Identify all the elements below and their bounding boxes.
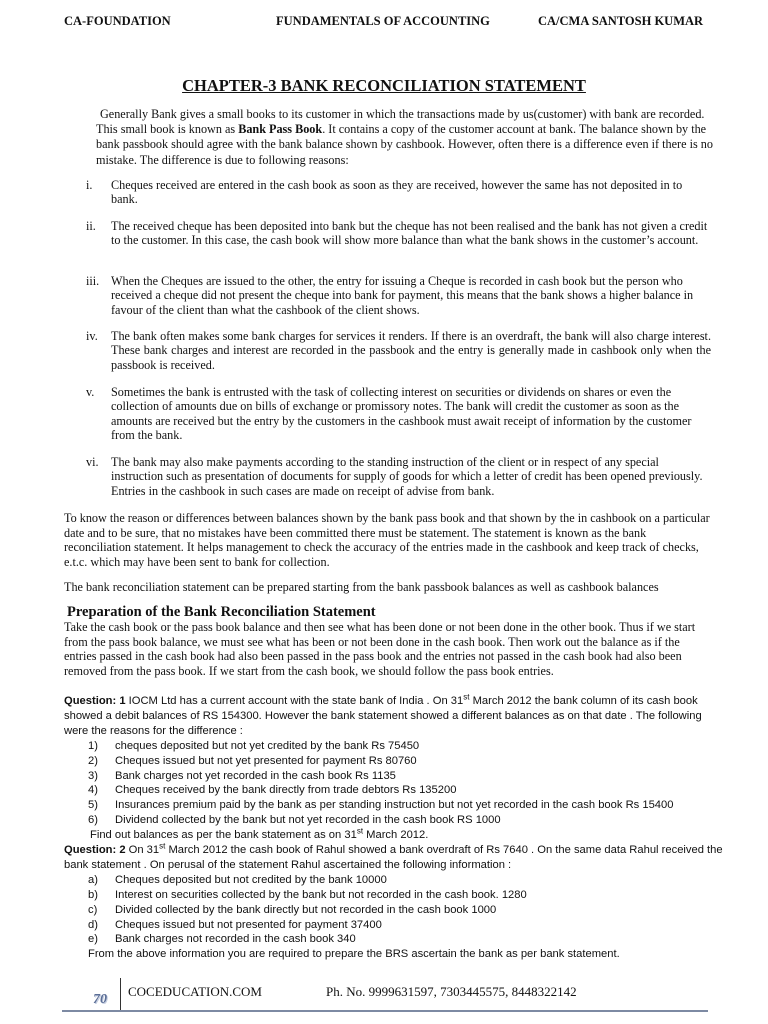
intro-bold-term: Bank Pass Book xyxy=(238,122,323,137)
question-1-text-a: IOCM Ltd has a current account with the state bank of India . On 31 xyxy=(125,695,464,707)
page-number: 70 xyxy=(93,992,107,1007)
list-number: 1) xyxy=(88,739,98,752)
header-course: CA-FOUNDATION xyxy=(64,14,171,28)
page-footer xyxy=(0,978,768,1024)
list-number: e) xyxy=(88,933,98,946)
question-1-text xyxy=(64,694,724,739)
chapter-title: CHAPTER-3 BANK RECONCILIATION STATEMENT xyxy=(182,76,586,95)
footer-rule xyxy=(62,1010,708,1012)
question-2-text-b: March 2012 the cash book of Rahul showed a bank overdraft of Rs 7640 . On the same data Rahul received the bank statement . On perusal of the statement Rahul ascertained the following information : xyxy=(64,844,723,871)
question-2-text-a: On 31 xyxy=(125,844,160,856)
preparation-note: The bank reconciliation statement can be prepared starting from the bank passbook balances as well as cashbook balances xyxy=(64,580,659,594)
footer-website: COCEDUCATION.COM xyxy=(128,984,262,999)
list-item xyxy=(64,873,724,888)
question-1-text-b: March 2012 the bank column of its cash book showed a debit balances of RS 154300. However the bank statement showed a different balances as on that date . The following were the reasons for the difference : xyxy=(64,695,702,737)
list-number: 2) xyxy=(88,754,98,767)
list-item xyxy=(64,813,724,828)
question-1-label: Question: 1 xyxy=(64,695,126,707)
reason-number: iv. xyxy=(86,329,98,343)
list-item xyxy=(64,754,724,769)
list-number: 4) xyxy=(88,784,98,797)
question-1-tail-a: Find out balances as per the bank statement as on 31 xyxy=(90,829,357,842)
list-text: Cheques issued but not yet presented for payment Rs 80760 xyxy=(115,754,417,767)
reason-text: The bank often makes some bank charges for services it renders. If there is an overdraft, the bank will also charge interest. These bank charges and interest are recorded in the passbook and the entry is generally made in cashbook only when the passbook is received. xyxy=(111,329,711,372)
question-1-sup: st xyxy=(463,692,470,702)
list-number: a) xyxy=(88,873,98,886)
list-text: Bank charges not recorded in the cash book 340 xyxy=(115,933,356,946)
list-text: Cheques issued but not presented for payment 37400 xyxy=(115,918,382,931)
question-1-tail-sup: st xyxy=(356,826,364,836)
definition-paragraph: To know the reason or differences between balances shown by the bank pass book and that shown by the in cashbook on a particular date and to be sure, that no mistakes have been committed there must be statement. The statement is known as the bank reconciliation statement. It helps management to check the accuracy of the entries made in the cashbook and keep track of checks, e.t.c. which may have been sent to bank for collection. xyxy=(64,511,710,569)
list-item xyxy=(64,769,724,784)
question-1 xyxy=(64,694,724,843)
page-header xyxy=(0,14,768,32)
intro-paragraph xyxy=(96,107,716,168)
list-item xyxy=(64,932,724,947)
list-number: 5) xyxy=(88,799,98,812)
list-text: Bank charges not yet recorded in the cash book Rs 1135 xyxy=(115,769,396,782)
list-number: 3) xyxy=(88,769,98,782)
list-item xyxy=(64,739,724,754)
reason-text: The received cheque has been deposited into bank but the cheque has not been realised and the bank has not given a credit to the customer. In this case, the cash book will show more balance than what the bank shows in the customer’s account. xyxy=(111,219,708,248)
question-2-text xyxy=(64,843,724,873)
reason-text: When the Cheques are issued to the other, the entry for issuing a Cheque is recorded in cash book but the person who received a cheque did not present the cheque into bank for payment, this means that the bank shows a higher balance in favour of the client than what the cashbook of the client shows. xyxy=(111,274,694,317)
list-text: Interest on securities collected by the bank but not recorded in the cash book. 1280 xyxy=(115,888,527,901)
list-item xyxy=(64,783,724,798)
intro-text-2: . It contains a copy of the customer account at bank. The balance shown by the bank passbook should agree with the bank balance shown by cashbook. However, often there is a difference even if there is no mistake. The difference is due to following reasons: xyxy=(96,122,713,167)
reason-number: i. xyxy=(86,178,93,192)
list-number: b) xyxy=(88,888,98,901)
list-item xyxy=(64,903,724,918)
list-text: Cheques deposited but not credited by the bank 10000 xyxy=(115,873,387,886)
question-2-instruction: From the above information you are required to prepare the BRS ascertain the bank as per bank statement. xyxy=(88,948,620,961)
list-text: Insurances premium paid by the bank as per standing instruction but not yet recorded in the cash book Rs 15400 xyxy=(115,799,674,812)
list-item xyxy=(64,888,724,903)
list-number: 6) xyxy=(88,814,98,827)
list-text: cheques deposited but not yet credited by the bank Rs 75450 xyxy=(115,739,420,752)
question-1-tail-b: March 2012. xyxy=(363,829,429,842)
list-number: d) xyxy=(88,918,98,931)
reason-text: Sometimes the bank is entrusted with the task of collecting interest on securities or dividends on shares or even the collection of amounts due on bills of exchange or promissory notes. The bank will credit the customer as soon as the amounts are received but the entry by the customers in the cashbook must await receipt of information by the customer from the bank. xyxy=(111,385,692,443)
list-item xyxy=(64,918,724,933)
footer-divider xyxy=(120,978,121,1012)
list-text: Cheques received by the bank directly from trade debtors Rs 135200 xyxy=(115,784,457,797)
intro-text-1: Generally Bank gives a small books to its customer in which the transactions made by us(customer) with bank are recorded. This small book is known as xyxy=(96,107,705,137)
reason-number: ii. xyxy=(86,219,96,233)
header-author: CA/CMA SANTOSH KUMAR xyxy=(538,14,704,28)
reason-text: The bank may also make payments according to the standing instruction of the client or in respect of any special instruction such as presentation of documents for supply of goods for which a letter of credit has been opened previously. Entries in the cashbook in such cases are made on receipt of advise from bank. xyxy=(111,455,703,498)
reason-text: Cheques received are entered in the cash book as soon as they are received, however the same has not deposited in to bank. xyxy=(111,178,683,207)
header-subject: FUNDAMENTALS OF ACCOUNTING xyxy=(276,14,490,28)
footer-phone: Ph. No. 9999631597, 7303445575, 8448322142 xyxy=(326,984,577,999)
list-item xyxy=(64,798,724,813)
list-text: Divided collected by the bank directly but not recorded in the cash book 1000 xyxy=(115,903,497,916)
reason-number: iii. xyxy=(86,274,100,288)
list-number: c) xyxy=(88,903,98,916)
section-paragraph: Take the cash book or the pass book balance and then see what has been done or not been done in the other book. Thus if we start from the pass book balance, we must see what has been or not been done in the cash book. Then work out the balance as if the entries passed in the cash book had also been passed in the pass book and the entries not passed in the cash book had also been removed from the pass book. If we start from the cash book, we should follow the pass book entries. xyxy=(64,620,696,678)
question-2-label: Question: 2 xyxy=(64,844,126,856)
reason-number: v. xyxy=(86,385,95,399)
list-text: Dividend collected by the bank but not yet recorded in the cash book RS 1000 xyxy=(115,814,501,827)
reason-number: vi. xyxy=(86,455,99,469)
question-2 xyxy=(64,843,724,962)
section-title: Preparation of the Bank Reconciliation Statement xyxy=(67,604,376,620)
question-2-sup: st xyxy=(159,841,166,851)
